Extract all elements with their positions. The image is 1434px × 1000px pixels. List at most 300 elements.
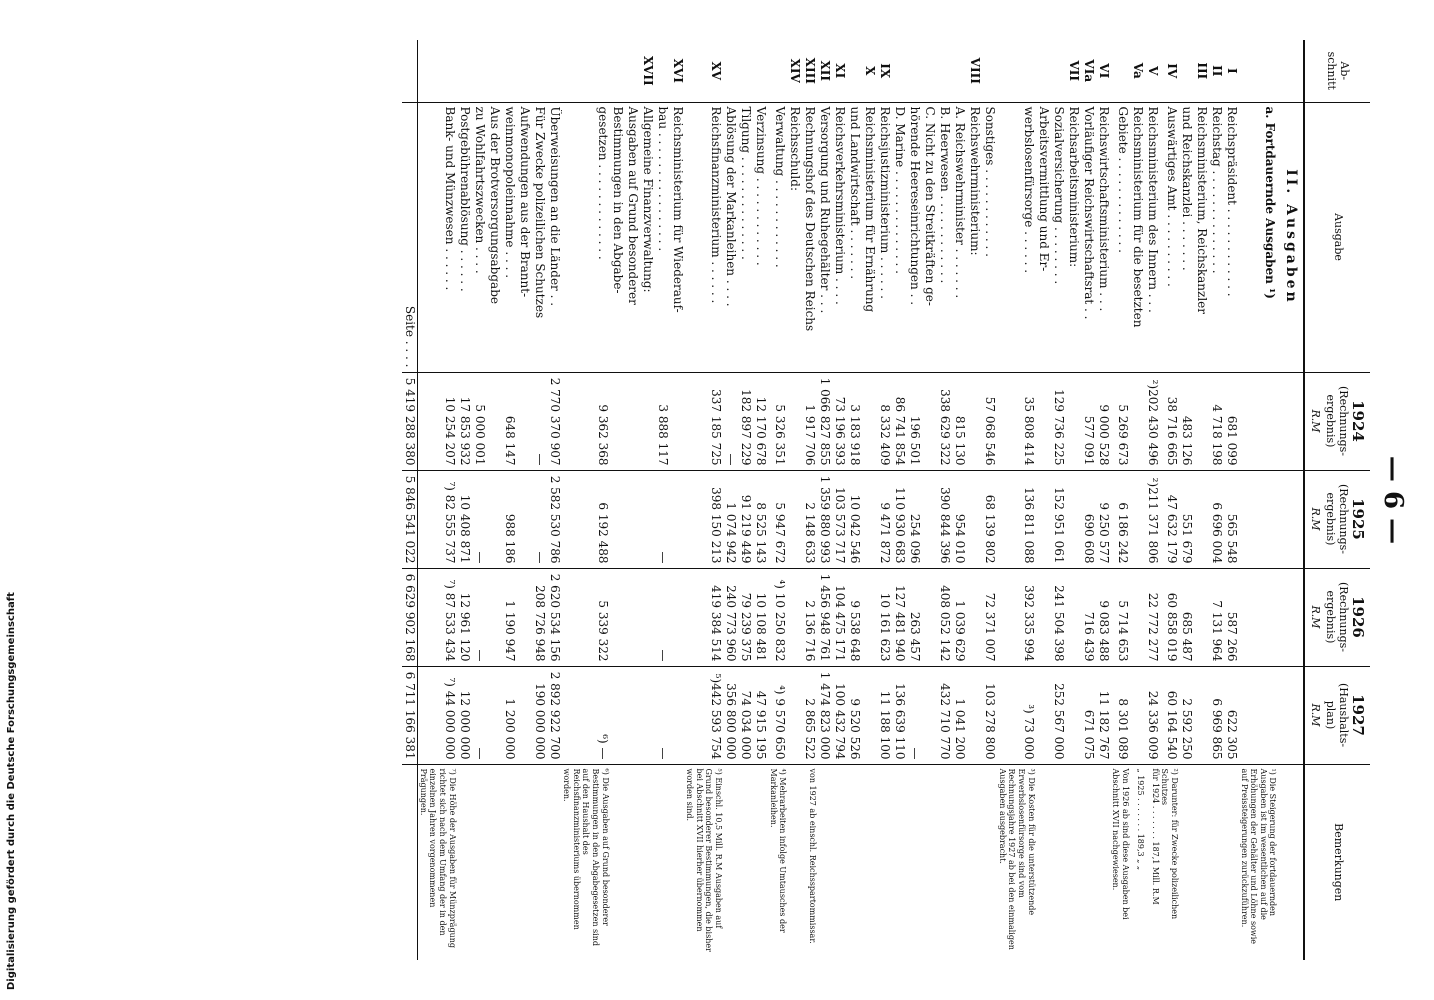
expense-label: Aus der Brotversorgungsabgabe: [487, 102, 502, 372]
section-number: III: [1194, 62, 1209, 80]
remark: [1224, 764, 1239, 960]
value-1924: 17 853 932: [457, 372, 472, 470]
section-number: [502, 40, 517, 102]
section-title: II. Ausgaben: [1277, 102, 1304, 372]
expense-label: werbslosenfürsorge . . . . . .: [997, 102, 1035, 372]
table-row: [562, 40, 610, 960]
expense-label: B. Heerwesen . . . . . . . . . . . .: [937, 102, 952, 372]
value-1926: 716 439: [1081, 568, 1096, 666]
section-number: XI: [833, 63, 848, 79]
value-1924: 1 917 706: [802, 372, 817, 470]
value-1925: 254 096: [907, 470, 922, 568]
header-1926: [1304, 568, 1370, 666]
value-1927: 12 000 000: [457, 666, 472, 764]
expense-label: hörende Heereseinrichtungen . .: [907, 102, 922, 372]
table-row: [1081, 40, 1096, 960]
value-1924: 9 362 368: [562, 372, 610, 470]
value-1926: 5 714 653: [1111, 568, 1130, 666]
section-number: [1179, 40, 1194, 102]
value-1926: —: [655, 568, 670, 666]
remark: [922, 764, 937, 960]
total-label: Seite . . . .: [402, 102, 418, 372]
remark: ⁷) Die Höhe der Ausgaben für Münzprägung richtet sich nach dem Umfang der in den einzelnen Jahren vorgenommenen Prägungen.: [418, 764, 457, 960]
value-1925: [1194, 470, 1209, 568]
value-1926: 408 052 142: [937, 568, 952, 666]
remark: [1051, 764, 1066, 960]
value-1924: ²)202 430 496: [1145, 372, 1160, 470]
remark: [487, 764, 502, 960]
value-1925: —: [532, 470, 547, 568]
remark: [723, 764, 738, 960]
section-number: [517, 40, 532, 102]
table-row: [487, 40, 502, 960]
value-1927: [1194, 666, 1209, 764]
value-1926: [610, 568, 625, 666]
section-number: VII: [1066, 60, 1081, 82]
remark: ²) Darunter: für Zwecke polizeilichen Schutzes: [1160, 764, 1179, 960]
section-number: [847, 40, 862, 102]
table-row: [532, 40, 547, 960]
table-row: [937, 40, 952, 960]
value-1925: 10 042 546: [847, 470, 862, 568]
value-1927: 252 567 000: [1051, 666, 1066, 764]
value-1924: 1 066 827 855: [817, 372, 832, 470]
value-1927: 1 200 000: [502, 666, 517, 764]
table-row: [877, 40, 892, 960]
value-1924: 3 888 117: [655, 372, 670, 470]
section-number: XV: [709, 61, 724, 81]
table-row: [655, 40, 670, 960]
expense-label: Allgemeine Finanzverwaltung:: [640, 102, 655, 372]
expense-label: bau . . . . . . . . . . . . . . . .: [655, 102, 670, 372]
table-row: [1194, 40, 1209, 960]
expense-label: Reichsfinanzministerium . . . . . .: [685, 102, 723, 372]
value-1925: [1239, 470, 1277, 568]
value-1924: 815 130: [952, 372, 967, 470]
value-1925: 136 811 088: [997, 470, 1035, 568]
value-1925: 9 250 577: [1096, 470, 1111, 568]
value-1926: 419 384 514: [685, 568, 723, 666]
value-1927: 6 969 865: [1209, 666, 1224, 764]
value-1924: [625, 372, 640, 470]
remark: [1081, 764, 1096, 960]
value-1926: 1 456 948 761: [817, 568, 832, 666]
value-1926: [640, 568, 655, 666]
value-1926: 208 726 948: [532, 568, 547, 666]
value-1926: 22 772 277: [1145, 568, 1160, 666]
remark: [937, 764, 952, 960]
value-1927: 60 164 540: [1160, 666, 1179, 764]
remark: [670, 764, 685, 960]
value-1927: [487, 666, 502, 764]
value-1925: [967, 470, 982, 568]
value-1924: 38 716 665: [1160, 372, 1179, 470]
remark: ⁴) Mehrarbeiten infolge Umtausches der Markanleihen.: [768, 764, 787, 960]
expense-label: a. Fortdauernde Ausgaben ¹): [1239, 102, 1277, 372]
remark: [457, 764, 472, 960]
section-number: [547, 40, 562, 102]
value-1926: [1066, 568, 1081, 666]
table-row: [670, 40, 685, 960]
value-1927: 2 592 250: [1179, 666, 1194, 764]
value-1925: 954 010: [952, 470, 967, 568]
value-1927: ⁴) 9 570 650: [768, 666, 787, 764]
remark: [877, 764, 892, 960]
value-1925: ²)211 371 806: [1145, 470, 1160, 568]
remark: [1194, 764, 1209, 960]
value-1925: [487, 470, 502, 568]
value-1927: 1 474 823 000: [817, 666, 832, 764]
section-title-row: [1277, 40, 1304, 960]
section-number: I: [1224, 67, 1239, 74]
value-1925: 110 930 683: [892, 470, 907, 568]
remark: ¹) Die Steigerung der fortdauernden Ausgaben ist im wesentlichen auf die Erhöhungen der Gehälter und Löhne sowie auf Preissteigerungen zurückzuführen.: [1239, 764, 1277, 960]
expense-label: Rechnungshof des Deutschen Reichs: [802, 102, 817, 372]
header-ausgabe: Ausgabe: [1304, 102, 1370, 372]
section-number: [738, 40, 753, 102]
remark: [832, 764, 847, 960]
remark: [502, 764, 517, 960]
header-1924-desc: (Rechnungs- ergebnis): [1324, 386, 1350, 456]
value-1927: [787, 666, 802, 764]
value-1926: 10 108 481: [753, 568, 768, 666]
remark: [655, 764, 670, 960]
table-row: [952, 40, 967, 960]
value-1925: 10 408 871: [457, 470, 472, 568]
table-row: [502, 40, 517, 960]
page-number: — 6 —: [1378, 455, 1408, 545]
remark: von 1927 ab einschl. Reichsspartommissar.: [802, 764, 817, 960]
value-1927: ⁷) 44 000 000: [418, 666, 457, 764]
value-1926: [670, 568, 685, 666]
value-1926: 392 335 994: [997, 568, 1035, 666]
header-1926-unit: R.M: [1309, 605, 1323, 629]
table-row: [685, 40, 723, 960]
value-1927: 136 639 110: [892, 666, 907, 764]
table-body: [418, 40, 1304, 960]
value-1925: ⁷) 82 555 737: [418, 470, 457, 568]
value-1924: [1239, 372, 1277, 470]
value-1927: 2 865 522: [802, 666, 817, 764]
expense-label: Aufwendungen aus der Brannt-: [517, 102, 532, 372]
value-1925: [1066, 470, 1081, 568]
value-1927: 47 915 195: [753, 666, 768, 764]
value-1926: [787, 568, 802, 666]
value-1924: [670, 372, 685, 470]
value-1927: —: [655, 666, 670, 764]
value-1925: 551 679: [1179, 470, 1194, 568]
value-1926: 5 339 322: [562, 568, 610, 666]
expense-label: A. Reichswehrminister . . . . . . .: [952, 102, 967, 372]
value-1924: 5 326 351: [768, 372, 787, 470]
value-1926: 79 239 375: [738, 568, 753, 666]
expense-label: Ausgaben auf Grund besonderer: [625, 102, 640, 372]
value-1924: 2 770 370 907: [547, 372, 562, 470]
section-number: [922, 40, 937, 102]
section-number: IX: [878, 63, 893, 79]
section-number: [753, 40, 768, 102]
section-number: X: [863, 66, 878, 76]
value-1925: 690 608: [1081, 470, 1096, 568]
section-number: [892, 40, 907, 102]
value-1927: [862, 666, 877, 764]
value-1925: 152 951 061: [1051, 470, 1066, 568]
section-number: [562, 40, 610, 102]
section-number: [768, 40, 787, 102]
expense-label: Reichstag . . . . . . . . . . . . . .: [1209, 102, 1224, 372]
expense-label: Bank- und Münzwesen . . . . . .: [418, 102, 457, 372]
table-row: [1051, 40, 1066, 960]
value-1926: 12 961 120: [457, 568, 472, 666]
table-row: [1209, 40, 1224, 960]
value-1926: 9 083 488: [1096, 568, 1111, 666]
expenditure-table: [402, 40, 1370, 960]
section-number: [625, 40, 640, 102]
table-row: [1160, 40, 1179, 960]
value-1927: 671 075: [1081, 666, 1096, 764]
value-1924: 3 183 918: [847, 372, 862, 470]
value-1924: 5 269 673: [1111, 372, 1130, 470]
value-1925: [922, 470, 937, 568]
value-1926: 685 487: [1179, 568, 1194, 666]
table-row: [967, 40, 982, 960]
value-1924: 35 808 414: [997, 372, 1035, 470]
total-1927: 6 711 166 381: [402, 666, 418, 764]
value-1925: 68 139 802: [982, 470, 997, 568]
remark: „ 1925 . . . . . . . 189,3 „ „: [1130, 764, 1145, 960]
document-page: [14, 40, 1414, 960]
header-1924-year: 1924: [1349, 400, 1367, 442]
expense-label: Reichsarbeitsministerium:: [1066, 102, 1081, 372]
value-1925: 1 074 942: [723, 470, 738, 568]
value-1924: [967, 372, 982, 470]
value-1924: 86 741 854: [892, 372, 907, 470]
expense-label: Versorgung und Ruhegehälter . . .: [817, 102, 832, 372]
header-1925: [1304, 470, 1370, 568]
remark: ⁵) Einschl. 10,5 Mill. R.M Ausgaben auf Grund besonderer Bestimmungen, die bisher bei Abschnitt XVII hierher übernommen worden sind.: [685, 764, 723, 960]
value-1925: [862, 470, 877, 568]
value-1925: 2 148 633: [802, 470, 817, 568]
value-1925: 8 525 143: [753, 470, 768, 568]
table-row: [723, 40, 738, 960]
expense-label: Reichspräsident . . . . . . . . . . . .: [1224, 102, 1239, 372]
expense-label: Überweisungen an die Länder . .: [547, 102, 562, 372]
value-1925: 9 471 872: [877, 470, 892, 568]
digitization-credit: [6, 592, 17, 1000]
value-1927: —: [907, 666, 922, 764]
table-row: [817, 40, 832, 960]
expense-label: Reichsministerium für Wiederauf-: [670, 102, 685, 372]
value-1925: —: [655, 470, 670, 568]
value-1927: 432 710 770: [937, 666, 952, 764]
header-abschnitt: Ab- schnitt: [1304, 40, 1370, 102]
remark: für 1924 . . . . . . . 187,1 Mill. R.M: [1145, 764, 1160, 960]
value-1924: 4 718 198: [1209, 372, 1224, 470]
table-row: [1066, 40, 1081, 960]
section-number: [418, 40, 457, 102]
section-number: [472, 40, 487, 102]
expense-label: Reichsministerium für die besetzten: [1130, 102, 1145, 372]
section-number: [952, 40, 967, 102]
section-number: [457, 40, 472, 102]
value-1925: 103 573 717: [832, 470, 847, 568]
value-1926: [1130, 568, 1145, 666]
table-row: [1224, 40, 1239, 960]
section-number: VI: [1096, 63, 1111, 79]
remark: Von 1926 ab sind diese Ausgaben bei Abschnitt XVII nachgewiesen.: [1111, 764, 1130, 960]
value-1925: 5 947 672: [768, 470, 787, 568]
value-1924: [517, 372, 532, 470]
section-number: V: [1145, 66, 1160, 76]
header-1925-desc: (Rechnungs- ergebnis): [1324, 484, 1350, 554]
value-1926: 587 266: [1224, 568, 1239, 666]
expense-label: gesetzen . . . . . . . . . . . . .: [562, 102, 610, 372]
expense-label: Reichsministerium, Reichskanzler: [1194, 102, 1209, 372]
value-1924: 577 091: [1081, 372, 1096, 470]
expense-label: Auswärtiges Amt . . . . . . . . . .: [1160, 102, 1179, 372]
value-1924: 182 897 229: [738, 372, 753, 470]
remark: [532, 764, 547, 960]
header-1927-desc: (Haushalts- plan): [1324, 682, 1350, 748]
value-1927: 2 892 922 700: [547, 666, 562, 764]
expense-label: Für Zwecke polizeilichen Schutzes: [532, 102, 547, 372]
value-1924: 8 332 409: [877, 372, 892, 470]
header-1927-year: 1927: [1349, 694, 1367, 736]
table-row: [457, 40, 472, 960]
remark: [847, 764, 862, 960]
value-1924: —: [723, 372, 738, 470]
value-1926: 127 481 940: [892, 568, 907, 666]
table-row: [753, 40, 768, 960]
value-1926: [967, 568, 982, 666]
remark: [967, 764, 982, 960]
value-1926: [1239, 568, 1277, 666]
expense-label: Reichsschuld:: [787, 102, 802, 372]
section-number: XIV: [788, 58, 803, 83]
value-1927: 190 000 000: [532, 666, 547, 764]
value-1926: ⁷) 87 533 434: [418, 568, 457, 666]
value-1927: 74 034 000: [738, 666, 753, 764]
value-1927: —: [472, 666, 487, 764]
table-row: [997, 40, 1035, 960]
section-number: XVII: [640, 55, 655, 86]
table-row: [982, 40, 997, 960]
value-1927: [670, 666, 685, 764]
table-row: [1239, 40, 1277, 960]
value-1924: 5 000 001: [472, 372, 487, 470]
value-1925: 91 219 449: [738, 470, 753, 568]
value-1927: [625, 666, 640, 764]
section-number: XII: [818, 60, 833, 82]
value-1927: ⁵)442 593 754: [685, 666, 723, 764]
value-1925: [1130, 470, 1145, 568]
table-row: [862, 40, 877, 960]
value-1926: [487, 568, 502, 666]
table-row: [1036, 40, 1051, 960]
value-1924: [922, 372, 937, 470]
value-1926: ⁴) 10 250 832: [768, 568, 787, 666]
value-1924: 9 000 528: [1096, 372, 1111, 470]
value-1927: [1130, 666, 1145, 764]
value-1927: [517, 666, 532, 764]
remark: ⁶) Die Ausgaben auf Grund besonderer Bestimmungen in den Abgabegesetzen sind auf den Haushalt des Reichsfinanzministeriums übernommen worden.: [562, 764, 610, 960]
section-number: [982, 40, 997, 102]
remark: [862, 764, 877, 960]
value-1925: 565 548: [1224, 470, 1239, 568]
table-row: [517, 40, 532, 960]
header-1926-desc: (Rechnungs- ergebnis): [1324, 582, 1350, 652]
value-1925: [625, 470, 640, 568]
value-1927: ⁶) —: [562, 666, 610, 764]
table-row: [1096, 40, 1111, 960]
section-number: [1036, 40, 1051, 102]
value-1926: 241 504 398: [1051, 568, 1066, 666]
value-1925: 6 696 004: [1209, 470, 1224, 568]
remark: [517, 764, 532, 960]
value-1927: 8 301 089: [1111, 666, 1130, 764]
remark: [1209, 764, 1224, 960]
table-row: [832, 40, 847, 960]
value-1927: [610, 666, 625, 764]
expense-label: und Reichskanzlei . . . . . . .: [1179, 102, 1194, 372]
value-1924: 337 185 725: [685, 372, 723, 470]
value-1926: 10 161 623: [877, 568, 892, 666]
value-1925: [670, 470, 685, 568]
value-1924: [487, 372, 502, 470]
expense-label: Bestimmungen in den Abgabe-: [610, 102, 625, 372]
table-row: [802, 40, 817, 960]
expense-label: C. Nicht zu den Streitkräften ge-: [922, 102, 937, 372]
expense-label: Tilgung . . . . . . . . . . . . . .: [738, 102, 753, 372]
value-1927: [967, 666, 982, 764]
section-number: [610, 40, 625, 102]
remark: [610, 764, 625, 960]
value-1926: [1036, 568, 1051, 666]
section-number: IV: [1164, 63, 1179, 79]
value-1926: 72 371 007: [982, 568, 997, 666]
credit-text: Digitalisierung gefördert durch die Deutsche Forschungsgemeinschaft: [6, 592, 17, 990]
total-1926: 6 629 902 168: [402, 568, 418, 666]
table-row: [787, 40, 802, 960]
remark: [982, 764, 997, 960]
value-1925: [787, 470, 802, 568]
remark: [640, 764, 655, 960]
expense-label: Verzinsung . . . . . . . . . . . .: [753, 102, 768, 372]
total-1925: 5 846 541 022: [402, 470, 418, 568]
expense-label: Reichsjustizministerium . . . . . .: [877, 102, 892, 372]
remark: [625, 764, 640, 960]
expense-label: Ablösung der Markanleihen . . . .: [723, 102, 738, 372]
remark: [952, 764, 967, 960]
table-row: [1179, 40, 1194, 960]
value-1925: —: [472, 470, 487, 568]
remark: [472, 764, 487, 960]
section-number: [997, 40, 1035, 102]
value-1926: 7 131 964: [1209, 568, 1224, 666]
table-row: [768, 40, 787, 960]
remark: [907, 764, 922, 960]
header-bemerkungen: Bemerkungen: [1304, 764, 1370, 960]
total-1924: 5 419 288 380: [402, 372, 418, 470]
value-1924: —: [532, 372, 547, 470]
value-1924: 648 147: [502, 372, 517, 470]
value-1926: 60 858 019: [1160, 568, 1179, 666]
value-1924: 681 099: [1224, 372, 1239, 470]
header-1926-year: 1926: [1349, 596, 1367, 638]
value-1927: 9 520 526: [847, 666, 862, 764]
value-1927: ³) 73 000: [997, 666, 1035, 764]
value-1926: 263 457: [907, 568, 922, 666]
